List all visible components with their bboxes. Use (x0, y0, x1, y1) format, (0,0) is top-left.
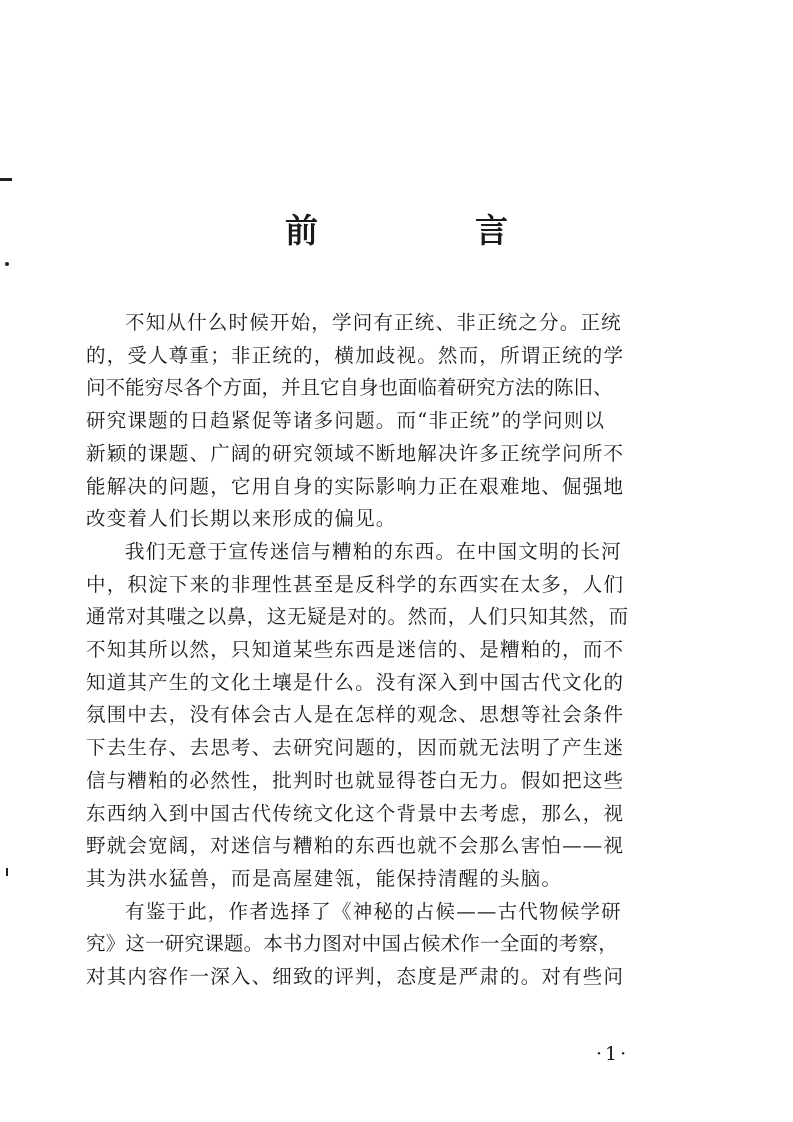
page-title: 前 言 (285, 211, 570, 250)
text-line: 的，受人尊重；非正统的，横加歧视。然而，所谓正统的学 (86, 343, 625, 367)
text-line: 知道其产生的文化土壤是什么。没有深入到中国古代文化的 (86, 670, 625, 694)
paragraph-1 (86, 307, 682, 536)
scan-mark (0, 178, 12, 181)
text-line: 有鉴于此，作者选择了《神秘的占候——古代物候学研 (125, 899, 622, 923)
text-line: 究》这一研究课题。本书力图对中国占候术作一全面的考察， (86, 932, 618, 956)
text-line: 不知从什么时候开始，学问有正统、非正统之分。正统 (125, 311, 622, 334)
text-line: 氛围中去，没有体会古人是在怎样的观念、思想等社会条件 (86, 703, 625, 727)
text-line: 研究课题的日趋紧促等诸多问题。而“非正统”的学问则以 (86, 409, 606, 433)
text-line: 对其内容作一深入、细致的评判，态度是严肃的。对有些问 (86, 965, 625, 989)
text-line: 东西纳入到中国古代传统文化这个背景中去考虑，那么，视 (86, 801, 625, 825)
text-line: 信与糟粕的必然性，批判时也就显得苍白无力。假如把这些 (86, 768, 625, 792)
text-line: 我们无意于宣传迷信与糟粕的东西。在中国文明的长河 (125, 539, 622, 563)
text-line: 新颖的课题、广阔的研究领域不断地解决许多正统学问所不 (86, 441, 625, 465)
text-line: 问不能穷尽各个方面，并且它自身也面临着研究方法的陈旧、 (86, 376, 613, 400)
text-line: 下去生存、去思考、去研究问题的，因而就无法明了产生迷 (86, 736, 625, 760)
scan-mark (5, 262, 9, 266)
text-line: 其为洪水猛兽，而是高屋建瓴，能保持清醒的头脑。 (86, 866, 563, 890)
text-line: 不知其所以然，只知道某些东西是迷信的、是糟粕的，而不 (86, 638, 625, 662)
text-line: 野就会宽阔，对迷信与糟粕的东西也就不会那么害怕——视 (86, 834, 625, 858)
text-line: 能解决的问题，它用自身的实际影响力正在艰难地、倔强地 (86, 474, 625, 498)
body-text (86, 307, 682, 994)
text-line: 中，积淀下来的非理性甚至是反科学的东西实在太多，人们 (86, 572, 625, 596)
paragraph-2 (86, 536, 682, 896)
paragraph-3 (86, 896, 682, 994)
text-line: 通常对其嗤之以鼻，这无疑是对的。然而，人们只知其然，而 (86, 605, 629, 629)
scan-mark (6, 868, 8, 876)
page-number: ·1· (596, 1043, 630, 1065)
text-line: 改变着人们长期以来形成的偏见。 (86, 507, 397, 531)
